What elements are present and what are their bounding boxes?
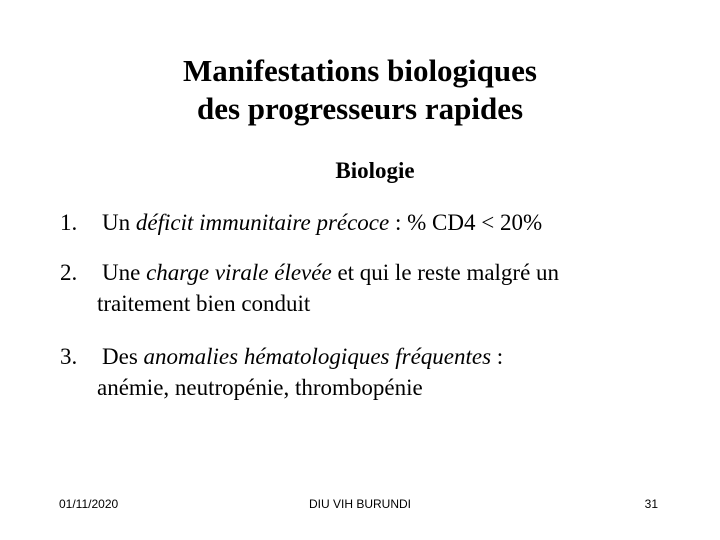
item-prefix: Un	[102, 210, 136, 235]
list-item	[60, 207, 700, 238]
item-emphasis: charge virale élevée	[146, 260, 332, 285]
section-subtitle: Biologie	[335, 158, 415, 183]
item-suffix: :	[491, 344, 504, 369]
item-prefix: Une	[102, 260, 147, 285]
item-emphasis: anomalies hématologiques fréquentes	[143, 344, 492, 369]
list-item	[60, 341, 700, 403]
item-suffix: : % CD4 < 20%	[389, 210, 543, 235]
title-line-1: Manifestations biologiques	[183, 53, 537, 88]
item-emphasis: déficit immunitaire précoce	[135, 210, 390, 235]
item-continuation: traitement bien conduit	[97, 291, 311, 316]
item-number: 2.	[60, 260, 78, 285]
item-continuation: anémie, neutropénie, thrombopénie	[97, 375, 423, 400]
item-number: 1.	[60, 210, 78, 235]
footer-date: 01/11/2020	[59, 497, 119, 511]
item-suffix: et qui le reste malgré un	[331, 260, 560, 285]
item-prefix: Des	[102, 344, 144, 369]
slide-title	[0, 52, 720, 128]
footer-center-text: DIU VIH BURUNDI	[308, 497, 411, 511]
footer-page-number: 31	[644, 497, 658, 511]
item-number: 3.	[60, 344, 78, 369]
title-line-2: des progresseurs rapides	[196, 91, 524, 126]
list-item	[60, 257, 700, 319]
